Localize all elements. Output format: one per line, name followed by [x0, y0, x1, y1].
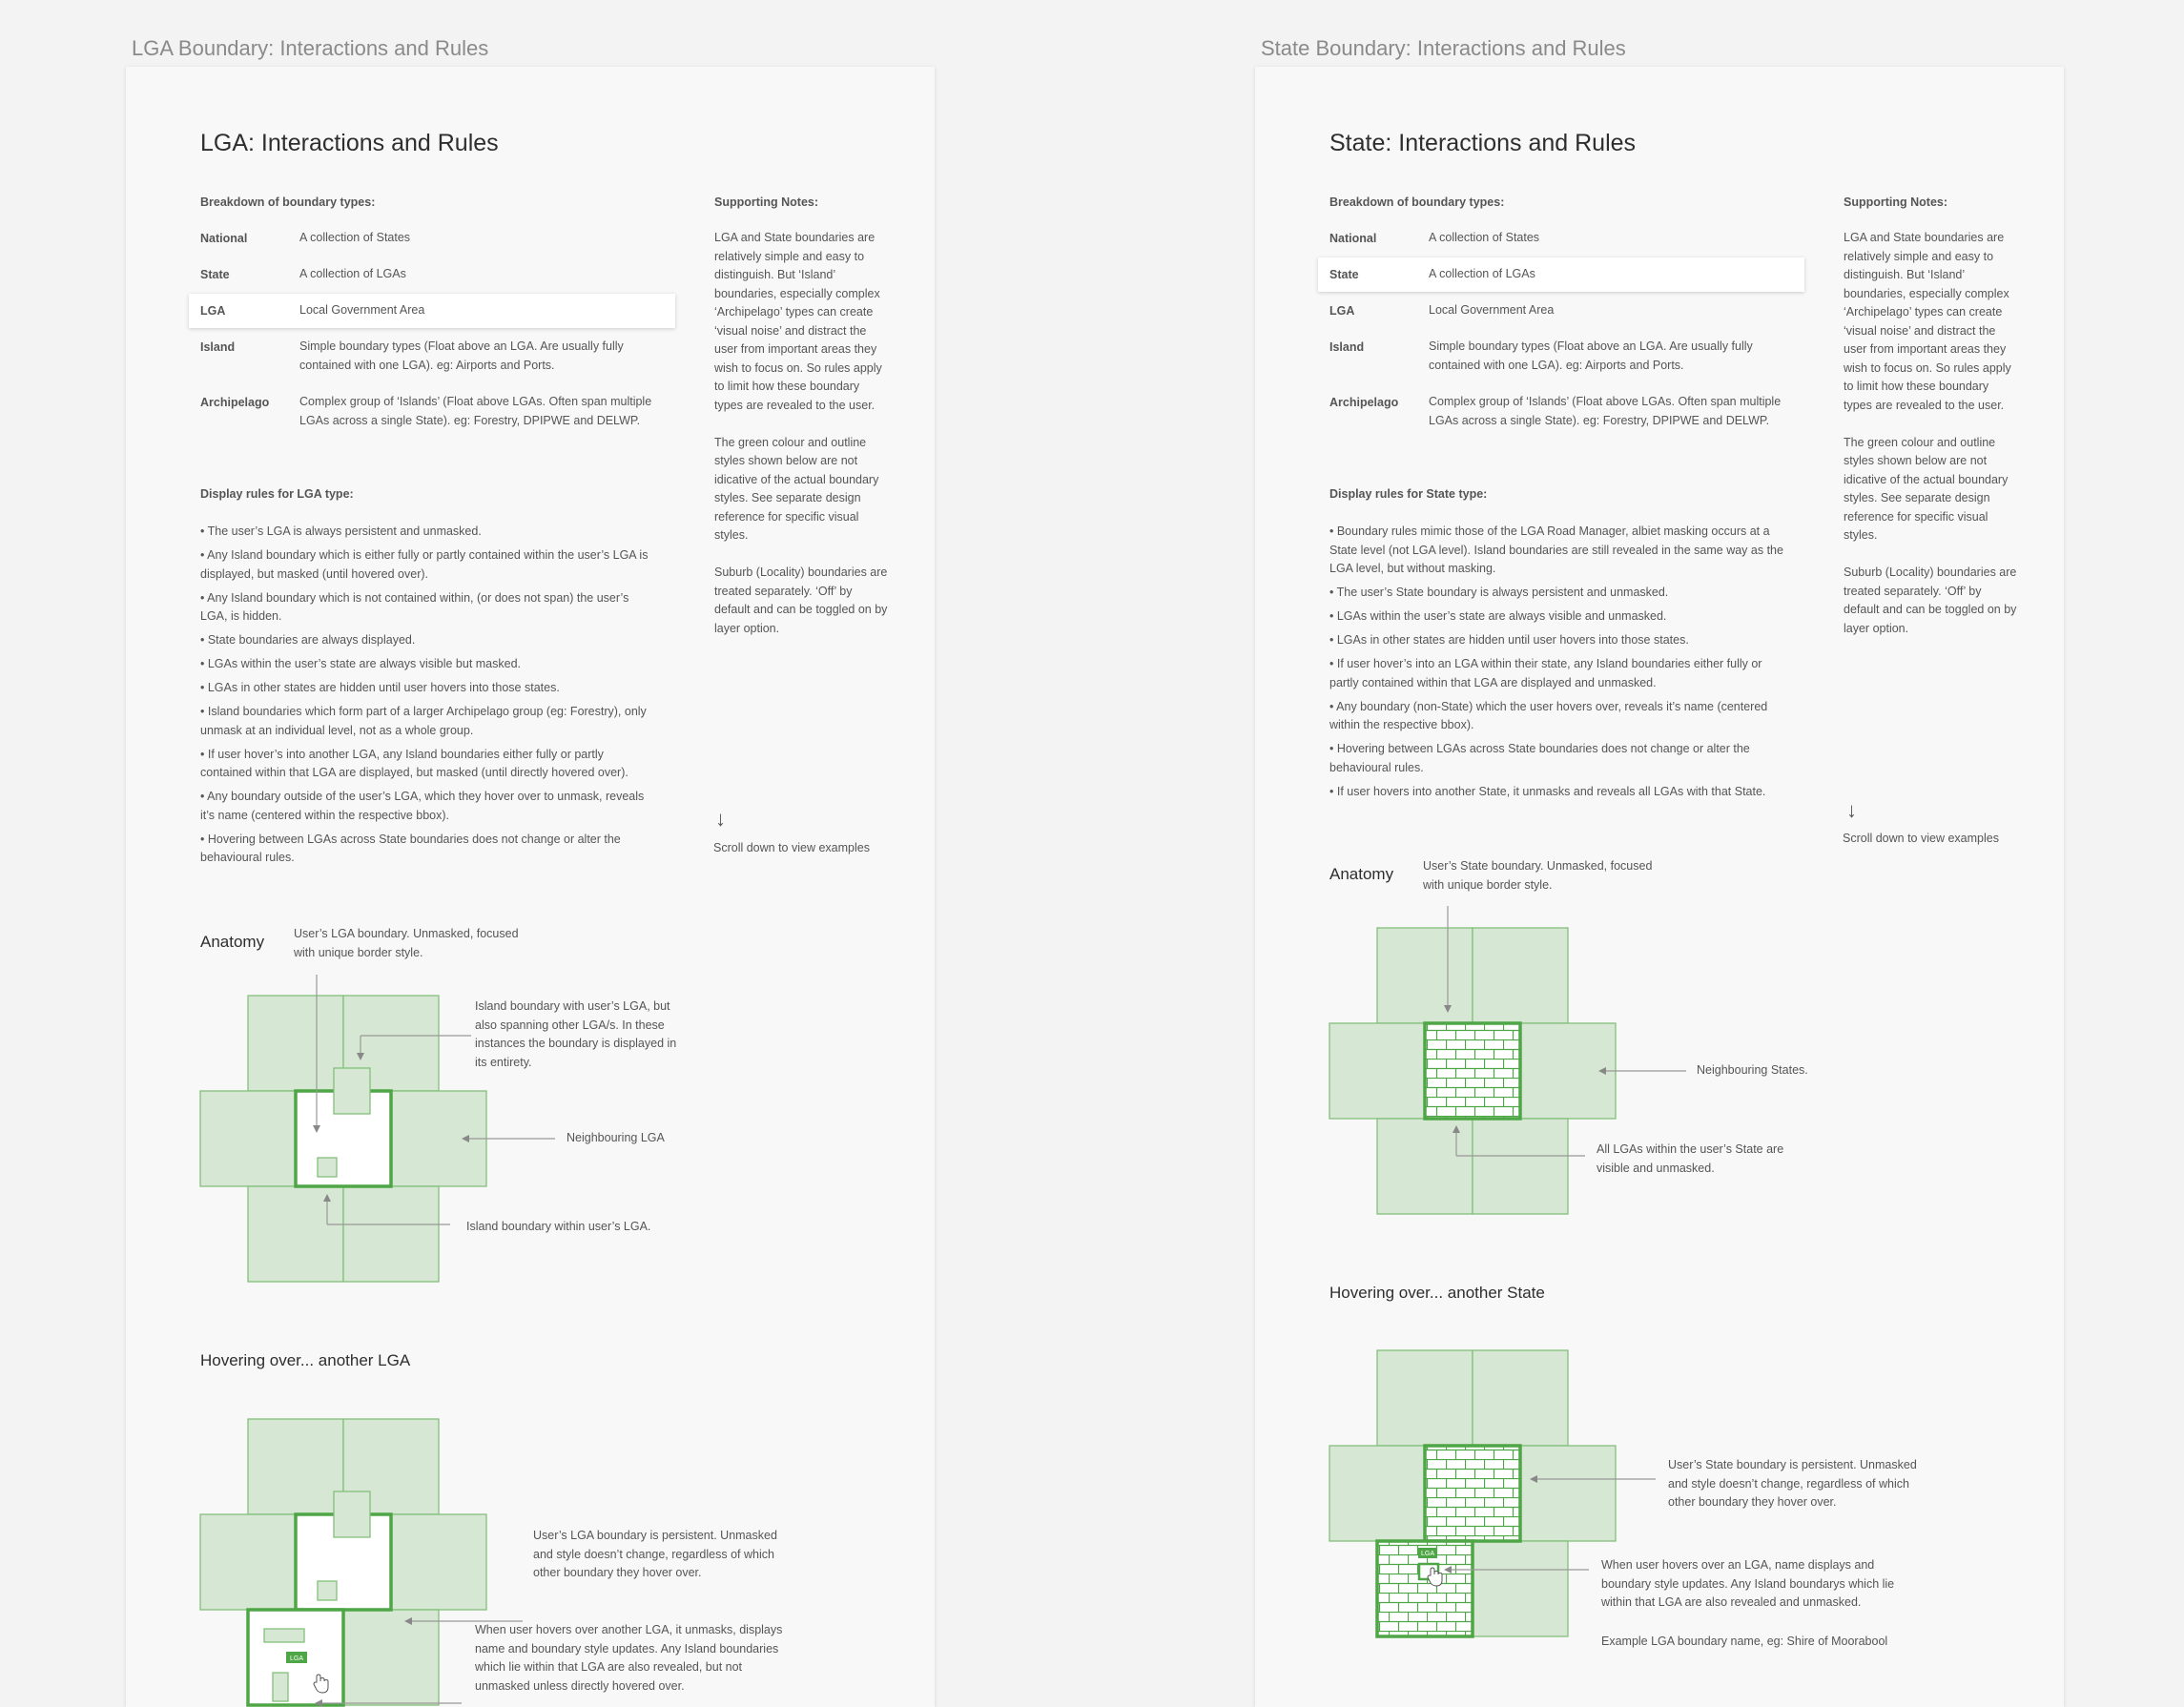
type-desc-island: Simple boundary types (Float above an LGA. Are usually fully contained with one LGA). eg: Airports and Ports. [1429, 339, 1753, 372]
neighbour-state-tile [1520, 1446, 1616, 1541]
rule-item: • Hovering between LGAs across State boundaries does not change or alter the behavioural rules. [200, 832, 621, 864]
hovered-island [273, 1673, 288, 1701]
note-paragraph: Suburb (Locality) boundaries are treated separately. ‘Off’ by default and can be toggled on by layer option. [714, 566, 888, 635]
rule-item: • State boundaries are always displayed. [200, 633, 416, 647]
rule-item: • LGAs in other states are hidden until user hovers into those states. [1329, 633, 1689, 647]
user-state-boundary [1425, 1446, 1520, 1541]
neighbour-lga-tile [248, 996, 343, 1091]
scroll-hint: Scroll down to view examples [713, 841, 870, 854]
neighbour-state-tile [1377, 1350, 1473, 1446]
state-diagrams [1255, 67, 2064, 1707]
notes-title: Supporting Notes: [714, 195, 819, 209]
hovered-island [264, 1629, 304, 1642]
type-name-state: State [1329, 268, 1359, 281]
type-desc-national: A collection of States [1429, 231, 1540, 244]
hover-title: Hovering over... another State [1329, 1284, 1545, 1302]
rule-item: • If user hover’s into an LGA within their state, any Island boundaries either fully or partly contained within that LGA are displayed and unmasked. [1329, 657, 1762, 689]
type-name-national: National [200, 232, 248, 245]
contained-island [318, 1581, 337, 1600]
right-board-title: State Boundary: Interactions and Rules [1261, 36, 1626, 60]
annotation-hover: When user hovers over an LGA, name displays and boundary style updates. Any Island boundarys which lie within that LGA are also revealed and unmasked. [1601, 1558, 1895, 1609]
annotation-island-span: Island boundary with user’s LGA, but also spanning other LGA/s. In these instances the boundary is displayed in its entirety. [475, 999, 677, 1069]
annotation-island-within: Island boundary within user’s LGA. [466, 1220, 651, 1233]
rule-item: • Any Island boundary which is not contained within, (or does not span) the user’s LGA, is hidden. [200, 590, 629, 623]
page-title: State: Interactions and Rules [1329, 130, 1637, 156]
neighbour-lga-tile [248, 1419, 343, 1514]
neighbour-state-tile [1473, 928, 1568, 1023]
rule-item: • Any Island boundary which is either fully or partly contained within the user’s LGA is displayed, but masked (until hovered over). [200, 548, 649, 581]
type-desc-lga: Local Government Area [1429, 303, 1555, 317]
annotation-user-state: User’s State boundary. Unmasked, focused with unique border style. [1423, 859, 1653, 892]
rules-title: Display rules for State type: [1329, 487, 1488, 501]
rule-item: • LGAs within the user’s state are always visible and unmasked. [1329, 609, 1667, 623]
type-name-island: Island [200, 340, 236, 354]
type-name-lga: LGA [200, 304, 226, 318]
annotation-persistent: User’s State boundary is persistent. Unmasked and style doesn’t change, regardless of which other boundary they hover over. [1668, 1458, 1917, 1509]
type-desc-national: A collection of States [299, 231, 411, 244]
type-name-lga: LGA [1329, 304, 1355, 318]
note-paragraph: The green colour and outline styles shown below are not idicative of the actual boundary styles. See separate design reference for specific visual styles. [714, 435, 879, 542]
note-paragraph: Suburb (Locality) boundaries are treated separately. ‘Off’ by default and can be toggled on by layer option. [1844, 566, 2017, 635]
contained-island [318, 1158, 337, 1177]
rule-item: • If user hovers into another State, it unmasks and reveals all LGAs with that State. [1329, 784, 1766, 798]
breakdown-title: Breakdown of boundary types: [200, 195, 376, 209]
anatomy-title: Anatomy [200, 933, 265, 951]
anatomy-title: Anatomy [1329, 865, 1394, 883]
lga-anatomy-diagram [126, 67, 935, 1707]
rule-item: • The user’s State boundary is always persistent and unmasked. [1329, 586, 1669, 599]
type-desc-archipelago: Complex group of ‘Islands’ (Float above LGAs. Often span multiple LGAs across a single State). eg: Forestry, DPIPWE and DELWP. [299, 395, 652, 427]
neighbour-lga-tile [391, 1514, 486, 1610]
type-name-island: Island [1329, 340, 1365, 354]
neighbour-state-tile [1473, 1350, 1568, 1446]
neighbour-lga-tile [200, 1514, 296, 1610]
neighbour-state-tile [1473, 1119, 1568, 1214]
neighbour-lga-tile [343, 1610, 439, 1705]
neighbour-lga-tile [200, 1091, 296, 1186]
lga-name-tag-label: LGA [1420, 1551, 1435, 1557]
neighbour-lga-tile [343, 1186, 439, 1282]
note-paragraph: The green colour and outline styles shown below are not idicative of the actual boundary styles. See separate design reference for specific visual styles. [1844, 435, 2009, 542]
type-desc-archipelago: Complex group of ‘Islands’ (Float above LGAs. Often span multiple LGAs across a single State). eg: Forestry, DPIPWE and DELWP. [1429, 395, 1782, 427]
notes-title: Supporting Notes: [1844, 195, 1948, 209]
note-paragraph: LGA and State boundaries are relatively simple and easy to distinguish. But ‘Island’ boundaries, especially complex ‘Archipelago’ types can create ‘visual noise’ and distract the user from important areas they wish to focus on. So rules apply to limit how these boundary types are revealed to the user. [1844, 231, 2011, 412]
rule-item: • Any boundary outside of the user’s LGA, which they hover over to unmask, reveals it’s name (centered within the respective bbox). [200, 790, 645, 822]
lga-name-tag-label: LGA [289, 1656, 304, 1662]
rule-item: • Island boundaries which form part of a larger Archipelago group (eg: Forestry), only unmask at an individual level, not as a whole group. [200, 705, 647, 737]
type-name-state: State [200, 268, 230, 281]
rule-item: • LGAs in other states are hidden until user hovers into those states. [200, 681, 560, 694]
scroll-hint: Scroll down to view examples [1843, 832, 1999, 845]
spanning-island [334, 1491, 370, 1537]
arrow-down-icon: ↓ [715, 807, 726, 831]
user-state-boundary [1425, 1023, 1520, 1119]
rule-item: • LGAs within the user’s state are always visible but masked. [200, 657, 522, 670]
spanning-island [334, 1068, 370, 1114]
lga-artboard [126, 67, 935, 1707]
rules-title: Display rules for LGA type: [200, 487, 354, 501]
left-board-title: LGA Boundary: Interactions and Rules [132, 36, 489, 60]
neighbour-state-tile [1329, 1023, 1425, 1119]
state-artboard [1255, 67, 2064, 1707]
arrow-down-icon: ↓ [1846, 798, 1857, 822]
rule-item: • Any boundary (non-State) which the user hovers over, reveals it’s name (centered within the respective bbox). [1329, 699, 1768, 731]
breakdown-title: Breakdown of boundary types: [1329, 195, 1505, 209]
neighbour-state-tile [1329, 1446, 1425, 1541]
type-name-archipelago: Archipelago [200, 396, 270, 409]
annotation-example: Example LGA boundary name, eg: Shire of Moorabool [1601, 1635, 1888, 1648]
note-paragraph: LGA and State boundaries are relatively simple and easy to distinguish. But ‘Island’ boundaries, especially complex ‘Archipelago’ types can create ‘visual noise’ and distract the user from important areas they wish to focus on. So rules apply to limit how these boundary types are revealed to the user. [714, 231, 882, 412]
type-name-national: National [1329, 232, 1377, 245]
rule-item: • Boundary rules mimic those of the LGA Road Manager, albiet masking occurs at a State level (not LGA level). Island boundaries are still revealed in the same way as the LGA level, but without masking. [1329, 524, 1783, 575]
neighbour-state-tile [1377, 928, 1473, 1023]
type-desc-island: Simple boundary types (Float above an LGA. Are usually fully contained with one LGA). eg: Airports and Ports. [299, 339, 624, 372]
annotation-user-lga: User’s LGA boundary. Unmasked, focused with unique border style. [294, 927, 519, 959]
type-desc-state: A collection of LGAs [1429, 267, 1535, 280]
annotation-persistent: User’s LGA boundary is persistent. Unmasked and style doesn’t change, regardless of which other boundary they hover over. [533, 1529, 777, 1579]
hover-title: Hovering over... another LGA [200, 1351, 411, 1369]
rule-item: • If user hover’s into another LGA, any Island boundaries either fully or partly contained within that LGA are displayed, but masked (until directly hovered over). [200, 747, 628, 779]
type-name-archipelago: Archipelago [1329, 396, 1399, 409]
rule-item: • The user’s LGA is always persistent and unmasked. [200, 524, 482, 538]
page-title: LGA: Interactions and Rules [200, 130, 499, 156]
annotation-lgas-visible: All LGAs within the user’s State are visible and unmasked. [1597, 1142, 1784, 1175]
neighbour-state-tile [1473, 1541, 1568, 1636]
type-desc-lga: Local Government Area [299, 303, 425, 317]
annotation-neighbour-lga: Neighbouring LGA [567, 1131, 665, 1144]
type-desc-state: A collection of LGAs [299, 267, 406, 280]
annotation-hover: When user hovers over another LGA, it unmasks, displays name and boundary style updates. Any Island boundaries which lie within that LGA are also revealed, but not unmasked unless directly hovered over. [475, 1623, 783, 1693]
annotation-neighbour-states: Neighbouring States. [1697, 1063, 1808, 1077]
rule-item: • Hovering between LGAs across State boundaries does not change or alter the behavioural rules. [1329, 742, 1750, 774]
